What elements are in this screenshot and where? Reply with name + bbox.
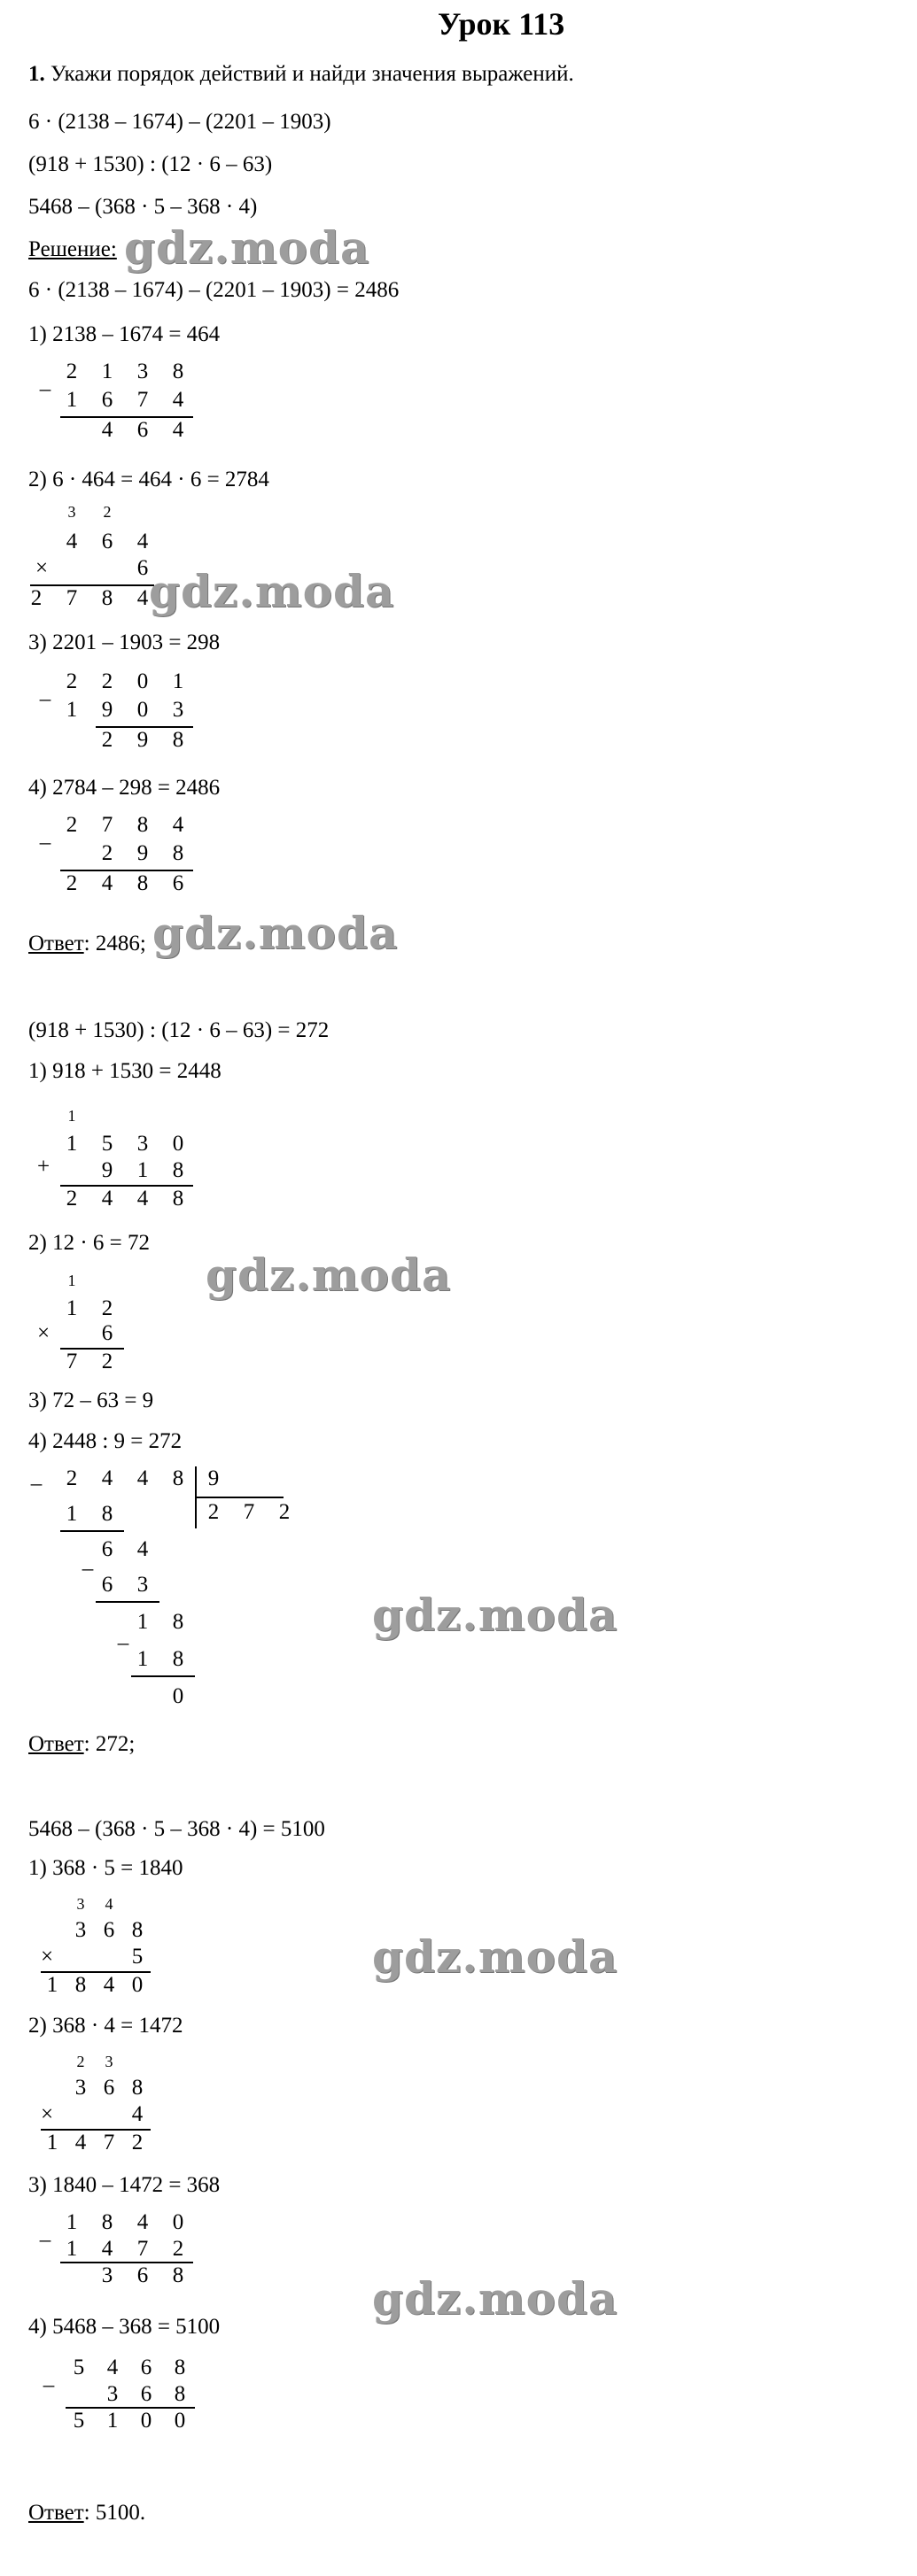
part2-step-2: 2) 12 · 6 = 72	[28, 1231, 150, 1255]
subtrahend-digit: 8	[101, 1502, 113, 1526]
part1-equation: 6 · (2138 – 1674) – (2201 – 1903) = 2486	[28, 278, 400, 302]
operator-sign: –	[30, 1472, 43, 1496]
answer-label: Ответ	[28, 1732, 84, 1756]
remainder-digit: 1	[136, 1610, 149, 1634]
carry-digit: 3	[67, 503, 76, 521]
top-digit: 3	[74, 1918, 87, 1942]
quotient-line	[195, 1497, 284, 1498]
part3-step-2: 2) 368 · 4 = 1472	[28, 2014, 183, 2038]
top-digit: 1	[66, 2210, 78, 2234]
part1-step-2: 2) 6 · 464 = 464 · 6 = 2784	[28, 468, 269, 491]
part1-answer	[28, 932, 146, 956]
answer-label: Ответ	[28, 932, 84, 955]
top-digit: 1	[66, 1296, 78, 1320]
watermark: gdz.moda	[124, 221, 370, 274]
top-digit: 0	[136, 669, 149, 693]
answer-value: : 5100.	[83, 2501, 146, 2525]
watermark: gdz.moda	[152, 907, 399, 959]
watermark: gdz.moda	[372, 1930, 618, 1983]
watermark: gdz.moda	[372, 2272, 618, 2325]
mid-digit: 4	[131, 2102, 144, 2126]
expression-3: 5468 – (368 · 5 – 368 · 4)	[28, 195, 258, 219]
part3-step-4: 4) 5468 – 368 = 5100	[28, 2315, 221, 2339]
remainder-digit: 4	[136, 1537, 149, 1561]
carry-digit: 1	[67, 1107, 76, 1125]
operator-sign: ×	[35, 556, 49, 580]
top-digit: 6	[101, 530, 113, 553]
part3-step-3: 3) 1840 – 1472 = 368	[28, 2173, 221, 2197]
result-digit: 2	[101, 1350, 113, 1373]
top-digit: 2	[66, 813, 78, 837]
result-digit: 6	[172, 871, 184, 895]
subtrahend-digit: 8	[172, 1647, 184, 1671]
answer-value: : 2486;	[83, 932, 146, 955]
mid-digit: 0	[136, 698, 149, 722]
mid-digit: 1	[66, 698, 78, 722]
part2-answer	[28, 1732, 135, 1757]
operator-sign: –	[39, 377, 51, 401]
result-digit: 4	[172, 418, 184, 442]
page-title: Урок 113	[438, 6, 565, 42]
part3-equation: 5468 – (368 · 5 – 368 · 4) = 5100	[28, 1817, 325, 1841]
result-digit: 2	[131, 2131, 144, 2154]
top-digit: 1	[66, 1132, 78, 1156]
result-digit: 2	[66, 871, 78, 895]
result-digit: 4	[74, 2131, 87, 2154]
remainder-digit: 6	[101, 1537, 113, 1561]
top-digit: 4	[136, 2210, 149, 2234]
quotient-digit: 2	[278, 1500, 291, 1524]
subtrahend-digit: 1	[136, 1647, 149, 1671]
result-digit: 4	[101, 418, 113, 442]
result-digit: 5	[73, 2409, 85, 2433]
result-digit: 7	[103, 2131, 115, 2154]
mid-digit: 7	[136, 2237, 149, 2261]
mid-digit: 7	[136, 388, 149, 412]
carry-digit: 1	[67, 1272, 76, 1289]
answer-label: Ответ	[28, 2501, 84, 2525]
part3-answer	[28, 2501, 145, 2526]
carry-digit: 4	[105, 1895, 113, 1913]
top-digit: 6	[140, 2356, 152, 2379]
result-digit: 6	[136, 418, 149, 442]
mid-digit: 2	[172, 2237, 184, 2261]
dividend-digit: 4	[101, 1466, 113, 1490]
top-digit: 0	[172, 1132, 184, 1156]
top-digit: 6	[103, 2076, 115, 2100]
operator-sign: –	[39, 687, 51, 711]
result-digit: 8	[136, 871, 149, 895]
mid-digit: 6	[136, 556, 149, 580]
result-digit: 6	[136, 2263, 149, 2287]
top-digit: 8	[136, 813, 149, 837]
result-digit: 8	[172, 728, 184, 752]
mid-digit: 4	[172, 388, 184, 412]
result-digit: 2	[30, 586, 43, 610]
top-digit: 4	[136, 530, 149, 553]
mid-digit: 1	[66, 388, 78, 412]
subtrahend-digit: 3	[136, 1573, 149, 1597]
top-digit: 8	[131, 1918, 144, 1942]
part2-equation: (918 + 1530) : (12 · 6 – 63) = 272	[28, 1018, 330, 1042]
subtrahend-digit: 6	[101, 1573, 113, 1597]
operator-sign: –	[39, 831, 51, 855]
result-digit: 7	[66, 586, 78, 610]
final-remainder: 0	[172, 1684, 184, 1708]
result-digit: 4	[101, 1187, 113, 1211]
operator-sign: ×	[36, 1321, 51, 1345]
mid-digit: 6	[140, 2382, 152, 2406]
dividend-digit: 4	[136, 1466, 149, 1490]
carry-digit: 2	[76, 2053, 85, 2070]
top-digit: 5	[101, 1132, 113, 1156]
result-digit: 4	[136, 586, 149, 610]
top-digit: 8	[131, 2076, 144, 2100]
mid-digit: 9	[136, 841, 149, 865]
result-digit: 8	[172, 2263, 184, 2287]
dividend-digit: 2	[66, 1466, 78, 1490]
mid-digit: 9	[101, 698, 113, 722]
result-digit: 0	[131, 1973, 144, 1997]
operator-sign: –	[39, 2228, 51, 2252]
mid-digit: 8	[172, 1158, 184, 1182]
top-digit: 7	[101, 813, 113, 837]
carry-digit: 3	[76, 1895, 85, 1913]
top-digit: 3	[136, 1132, 149, 1156]
top-digit: 8	[101, 2210, 113, 2234]
watermark: gdz.moda	[206, 1249, 452, 1301]
result-digit: 0	[174, 2409, 186, 2433]
part3-step-1: 1) 368 · 5 = 1840	[28, 1856, 183, 1880]
mid-digit: 3	[172, 698, 184, 722]
top-digit: 3	[74, 2076, 87, 2100]
remainder-digit: 8	[172, 1610, 184, 1634]
result-digit: 4	[103, 1973, 115, 1997]
result-digit: 4	[101, 871, 113, 895]
result-digit: 2	[66, 1187, 78, 1211]
top-digit: 2	[66, 360, 78, 383]
top-digit: 8	[174, 2356, 186, 2379]
part1-step-3: 3) 2201 – 1903 = 298	[28, 630, 221, 654]
part2-step-1: 1) 918 + 1530 = 2448	[28, 1059, 221, 1083]
operator-sign: –	[82, 1557, 94, 1581]
solution-label: Решение:	[28, 237, 117, 261]
part1-step-1: 1) 2138 – 1674 = 464	[28, 322, 221, 346]
result-digit: 9	[136, 728, 149, 752]
watermark: gdz.moda	[372, 1589, 618, 1641]
result-digit: 8	[172, 1187, 184, 1211]
mid-digit: 6	[101, 1321, 113, 1345]
part2-step-4: 4) 2448 : 9 = 272	[28, 1429, 183, 1453]
result-digit: 8	[74, 1973, 87, 1997]
task-text: Укажи порядок действий и найди значения выражений.	[51, 62, 574, 86]
mid-digit: 3	[106, 2382, 119, 2406]
divisor: 9	[207, 1466, 220, 1490]
mid-digit: 2	[101, 841, 113, 865]
result-digit: 8	[101, 586, 113, 610]
result-digit: 1	[46, 1973, 58, 1997]
top-digit: 4	[66, 530, 78, 553]
mid-digit: 8	[174, 2382, 186, 2406]
mid-digit: 8	[172, 841, 184, 865]
result-digit: 1	[106, 2409, 119, 2433]
operator-sign: ×	[40, 2102, 54, 2126]
top-digit: 2	[101, 669, 113, 693]
top-digit: 4	[172, 813, 184, 837]
result-digit: 7	[66, 1350, 78, 1373]
calc-line	[60, 1530, 124, 1532]
result-digit: 3	[101, 2263, 113, 2287]
expression-1: 6 · (2138 – 1674) – (2201 – 1903)	[28, 110, 331, 134]
top-digit: 2	[66, 669, 78, 693]
result-digit: 0	[140, 2409, 152, 2433]
part1-step-4: 4) 2784 – 298 = 2486	[28, 776, 221, 800]
mid-digit: 5	[131, 1945, 144, 1969]
top-digit: 0	[172, 2210, 184, 2234]
top-digit: 8	[172, 360, 184, 383]
part2-step-3: 3) 72 – 63 = 9	[28, 1389, 154, 1412]
task-statement	[28, 62, 574, 87]
top-digit: 5	[73, 2356, 85, 2379]
top-digit: 3	[136, 360, 149, 383]
result-digit: 1	[46, 2131, 58, 2154]
operator-sign: ×	[40, 1945, 54, 1969]
expression-2: (918 + 1530) : (12 · 6 – 63)	[28, 152, 273, 176]
carry-digit: 2	[103, 503, 112, 521]
watermark: gdz.moda	[149, 565, 395, 617]
dividend-digit: 8	[172, 1466, 184, 1490]
top-digit: 6	[103, 1918, 115, 1942]
top-digit: 4	[106, 2356, 119, 2379]
top-digit: 1	[101, 360, 113, 383]
subtrahend-digit: 1	[66, 1502, 78, 1526]
carry-digit: 3	[105, 2053, 113, 2070]
mid-digit: 1	[136, 1158, 149, 1182]
answer-value: : 272;	[83, 1732, 136, 1756]
task-number: 1.	[28, 62, 45, 86]
quotient-digit: 7	[243, 1500, 255, 1524]
operator-sign: –	[117, 1631, 129, 1655]
calc-line	[131, 1675, 195, 1677]
result-digit: 2	[101, 728, 113, 752]
quotient-digit: 2	[207, 1500, 220, 1524]
top-digit: 2	[101, 1296, 113, 1320]
result-digit: 4	[136, 1187, 149, 1211]
mid-digit: 6	[101, 388, 113, 412]
operator-sign: –	[43, 2373, 55, 2397]
operator-sign: +	[36, 1155, 51, 1179]
top-digit: 1	[172, 669, 184, 693]
calc-line	[96, 1601, 159, 1603]
mid-digit: 9	[101, 1158, 113, 1182]
mid-digit: 4	[101, 2237, 113, 2261]
mid-digit: 1	[66, 2237, 78, 2261]
